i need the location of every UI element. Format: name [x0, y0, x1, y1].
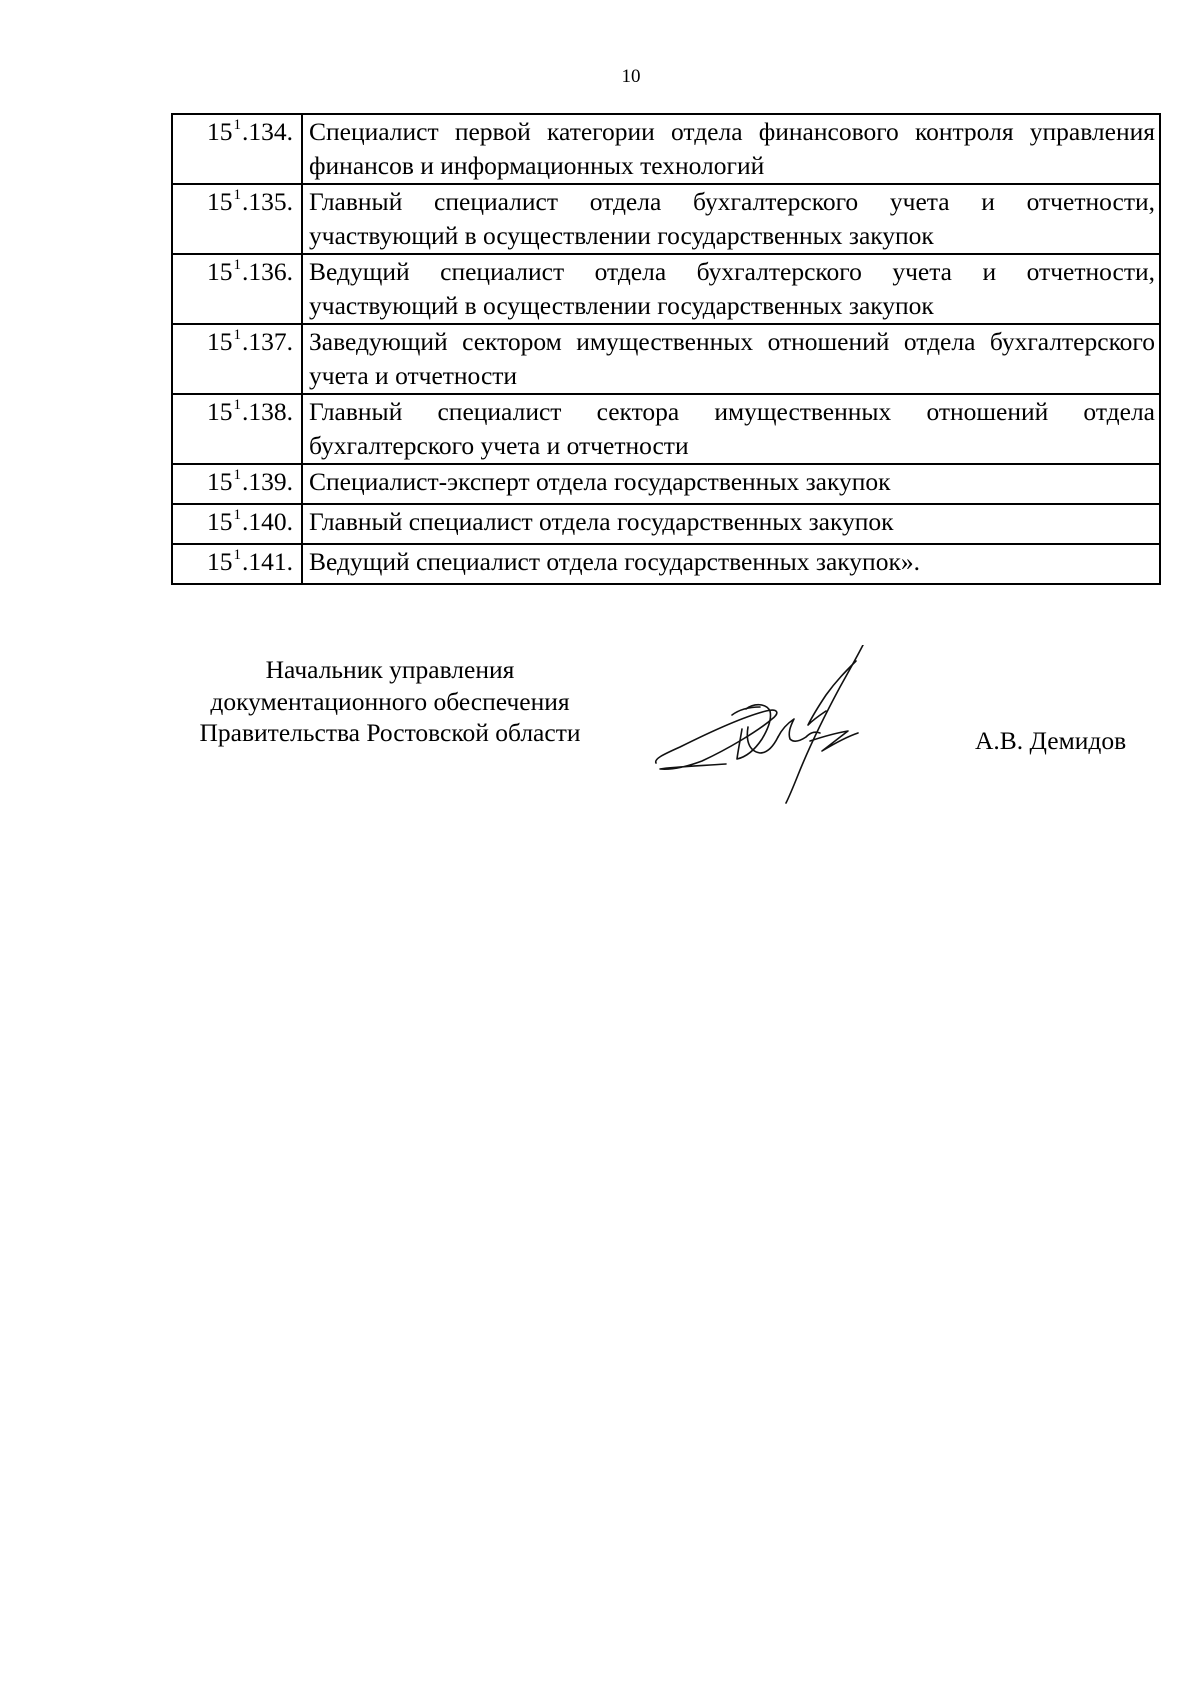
- item-number-superscript: 1: [233, 507, 241, 523]
- position-title: Главный специалист отдела государственных закупок: [302, 504, 1160, 544]
- item-number-base: 15: [207, 507, 233, 536]
- positions-table-body: [172, 114, 1160, 584]
- item-number: [172, 504, 302, 544]
- table-row: [172, 114, 1160, 184]
- positions-table: [171, 113, 1161, 585]
- item-number-suffix: .136.: [242, 257, 293, 286]
- item-number: [172, 324, 302, 394]
- signatory-position-line: Начальник управления: [265, 655, 515, 684]
- item-number-base: 15: [207, 257, 233, 286]
- item-number-suffix: .139.: [242, 467, 293, 496]
- item-number-suffix: .137.: [242, 327, 293, 356]
- item-number-superscript: 1: [233, 547, 241, 563]
- position-title: Заведующий сектором имущественных отношений отдела бухгалтерского учета и отчетности: [302, 324, 1160, 394]
- item-number-base: 15: [207, 187, 233, 216]
- item-number-base: 15: [207, 467, 233, 496]
- item-number: [172, 464, 302, 504]
- item-number-superscript: 1: [233, 257, 241, 273]
- item-number-base: 15: [207, 327, 233, 356]
- position-title: Ведущий специалист отдела государственных закупок».: [302, 544, 1160, 584]
- page-number: 10: [621, 66, 641, 87]
- position-title: Специалист первой категории отдела финансового контроля управления финансов и информационных технологий: [302, 114, 1160, 184]
- item-number-suffix: .140.: [242, 507, 293, 536]
- item-number-superscript: 1: [233, 187, 241, 203]
- item-number-superscript: 1: [233, 327, 241, 343]
- table-row: [172, 254, 1160, 324]
- table-row: [172, 504, 1160, 544]
- item-number: [172, 184, 302, 254]
- position-title: Ведущий специалист отдела бухгалтерского учета и отчетности, участвующий в осуществлении государственных закупок: [302, 254, 1160, 324]
- item-number: [172, 394, 302, 464]
- item-number: [172, 544, 302, 584]
- table-row: [172, 184, 1160, 254]
- position-title: Главный специалист отдела бухгалтерского учета и отчетности, участвующий в осуществлении государственных закупок: [302, 184, 1160, 254]
- table-row: [172, 394, 1160, 464]
- item-number-suffix: .135.: [242, 187, 293, 216]
- position-title: Специалист-эксперт отдела государственных закупок: [302, 464, 1160, 504]
- table-row: [172, 544, 1160, 584]
- signatory-position: [160, 654, 620, 749]
- item-number-suffix: .134.: [242, 117, 293, 146]
- item-number-base: 15: [207, 117, 233, 146]
- item-number: [172, 254, 302, 324]
- item-number-base: 15: [207, 547, 233, 576]
- item-number: [172, 114, 302, 184]
- handwritten-signature-icon: [650, 645, 950, 805]
- signatory-position-line: документационного обеспечения: [210, 686, 570, 716]
- item-number-superscript: 1: [233, 467, 241, 483]
- item-number-superscript: 1: [233, 117, 241, 133]
- position-title: Главный специалист сектора имущественных отношений отдела бухгалтерского учета и отчетности: [302, 394, 1160, 464]
- signatory-name: А.В. Демидов: [975, 726, 1127, 755]
- item-number-superscript: 1: [233, 397, 241, 413]
- table-row: [172, 324, 1160, 394]
- item-number-suffix: .141.: [242, 547, 293, 576]
- item-number-suffix: .138.: [242, 397, 293, 426]
- table-row: [172, 464, 1160, 504]
- signatory-position-line: Правительства Ростовской области: [199, 718, 581, 747]
- item-number-base: 15: [207, 397, 233, 426]
